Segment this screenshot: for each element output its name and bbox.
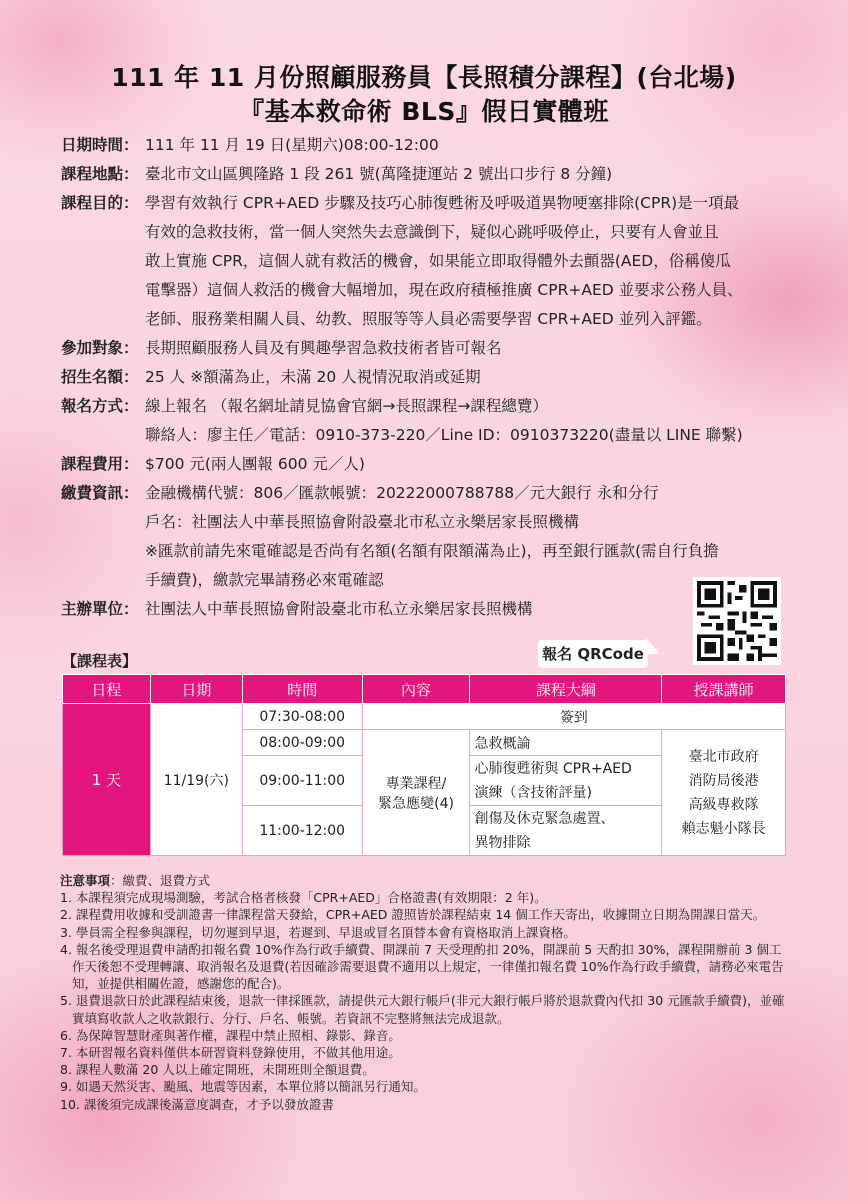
table-header-row [63, 675, 786, 704]
notes-title: 注意事項：繳費、退費方式 [60, 873, 211, 888]
note-item: 1. 本課程須完成現場測驗，考試合格者核發「CPR+AED」合格證書(有效期限：2 年)。 [60, 890, 547, 906]
fee-value: $700 元(兩人團報 600 元／人) [145, 455, 365, 473]
date-value: 111 年 11 月 19 日(星期六)08:00-12:00 [145, 136, 439, 154]
note-item: 10. 課後須完成課後滿意度調查，才予以發放證書 [60, 1096, 334, 1112]
cell-content: 專業課程/ 緊急應變(4) [362, 730, 470, 856]
cell-time: 07:30-08:00 [242, 704, 362, 730]
pay-note-2: 手續費)，繳款完畢請務必來電確認 [145, 571, 384, 589]
host-value: 社團法人中華長照協會附設臺北市私立永樂居家長照機構 [145, 600, 533, 618]
target-label: 參加對象： [61, 339, 139, 357]
note-item: 6. 為保障智慧財產與著作權，課程中禁止照相、錄影、錄音。 [60, 1027, 401, 1043]
note-item: 9. 如遇天然災害、颱風、地震等因素，本單位將以簡訊另行通知。 [60, 1079, 426, 1095]
purpose-line-1: 學習有效執行 CPR+AED 步驟及技巧心肺復甦術及呼吸道異物哽塞排除(CPR)是一項最 [145, 194, 740, 212]
purpose-line-5: 老師、服務業相關人員、幼教、照服等等人員必需要學習 CPR+AED 並列入評鑑。 [145, 310, 712, 328]
purpose-line-3: 敢上實施 CPR，這個人就有救活的機會，如果能立即取得體外去顫器(AED，俗稱傻瓜 [145, 252, 731, 270]
title-line-1: 111 年 11 月份照顧服務員【長照積分課程】(台北場) [111, 63, 737, 92]
place-value: 臺北市文山區興隆路 1 段 261 號(萬隆捷運站 2 號出口步行 8 分鐘) [145, 165, 613, 183]
cell-outline: 心肺復甦術與 CPR+AED 演練（含技術評量) [470, 756, 662, 806]
pay-value: 金融機構代號：806／匯款帳號：20222000788788／元大銀行 永和分行 [145, 484, 659, 502]
header-lecturer: 授課講師 [662, 675, 786, 704]
info-fee [61, 450, 801, 479]
purpose-label: 課程目的： [61, 194, 139, 212]
note-item: 3. 學員需全程參與課程，切勿遲到早退，若遲到、早退或冒名頂替本會有資格取消上課資格。 [60, 924, 576, 940]
cell-time: 11:00-12:00 [242, 806, 362, 856]
info-target [61, 334, 801, 363]
schedule-label: 【課程表】 [62, 652, 138, 670]
cell-time: 08:00-09:00 [242, 730, 362, 756]
host-label: 主辦單位： [61, 600, 139, 618]
qr-code-label: 報名 QRCode [538, 640, 648, 668]
info-place [61, 160, 801, 189]
target-value: 長期照顧服務人員及有興趣學習急救技術者皆可報名 [145, 339, 502, 357]
fee-label: 課程費用： [61, 455, 139, 473]
cell-date: 11/19(六) [150, 704, 242, 856]
signup-contact: 聯絡人：廖主任／電話：0910-373-220／Line ID：0910373220(盡量以 LINE 聯繫) [145, 426, 743, 444]
cell-signin: 簽到 [362, 704, 785, 730]
course-info [61, 131, 801, 624]
header-time: 時間 [242, 675, 362, 704]
note-item: 8. 課程人數滿 20 人以上確定開班，未開班則全額退費。 [60, 1062, 375, 1078]
note-item: 7. 本研習報名資料僅供本研習資料登錄使用，不做其他用途。 [60, 1045, 401, 1061]
header-date: 日期 [150, 675, 242, 704]
schedule-table [62, 674, 786, 856]
cell-outline: 急救概論 [470, 730, 662, 756]
info-host [61, 595, 801, 624]
pay-note-1: ※匯款前請先來電確認是否尚有名額(名額有限額滿為止)，再至銀行匯款(需自行負擔 [145, 542, 719, 560]
note-item: 4. 報名後受理退費申請酌扣報名費 10%作為行政手續費、開課前 7 天受理酌扣 20%，開課前 5 天酌扣 30%，課程開辦前 3 個工作天後恕不受理轉讓、取消報名及退費(若因確診需要退費不適用以上規定，一律僅扣報名費 10%作為行政手續費，請務必來電告知，並提供相關佐證，感謝您的配合)。 [60, 941, 784, 992]
pay-label: 繳費資訊： [61, 484, 139, 502]
header-outline: 課程大綱 [470, 675, 662, 704]
cell-lecturer: 臺北市政府 消防局後港 高級專救隊 賴志魁小隊長 [662, 730, 786, 856]
info-quota [61, 363, 801, 392]
notes [60, 872, 790, 1113]
cell-time: 09:00-11:00 [242, 756, 362, 806]
cell-day: 1 天 [63, 704, 151, 856]
signup-label: 報名方式： [61, 397, 139, 415]
table-row [63, 704, 786, 730]
info-pay [61, 479, 801, 508]
place-label: 課程地點： [61, 165, 139, 183]
date-label: 日期時間： [61, 136, 139, 154]
info-signup [61, 392, 801, 421]
pay-account-name: 戶名：社團法人中華長照協會附設臺北市私立永樂居家長照機構 [145, 513, 580, 531]
quota-value: 25 人 ※額滿為止，未滿 20 人視情況取消或延期 [145, 368, 481, 386]
purpose-line-2: 有效的急救技術，當一個人突然失去意識倒下，疑似心跳呼吸停止，只要有人會並且 [145, 223, 719, 241]
header-content: 內容 [362, 675, 470, 704]
signup-value: 線上報名 （報名網址請見協會官網→長照課程→課程總覽） [145, 397, 548, 415]
note-item: 2. 課程費用收據和受訓證書一律課程當天發給，CPR+AED 證照皆於課程結束 14 個工作天寄出，收據開立日期為開課日當天。 [60, 907, 766, 923]
title-line-2: 『基本救命術 BLS』假日實體班 [239, 97, 609, 126]
quota-label: 招生名額： [61, 368, 139, 386]
header-day: 日程 [63, 675, 151, 704]
qr-code-icon [697, 581, 777, 661]
info-purpose [61, 189, 801, 218]
cell-outline: 創傷及休克緊急處置、 異物排除 [470, 806, 662, 856]
note-item: 5. 退費退款日於此課程結束後，退款一律採匯款，請提供元大銀行帳戶(非元大銀行帳戶將於退款費內代扣 30 元匯款手續費)，並確實填寫收款人之收款銀行、分行、戶名、帳號。若資訊不完整將無法完成退款。 [60, 993, 785, 1026]
purpose-line-4: 電擊器）這個人救活的機會大幅增加，現在政府積極推廣 CPR+AED 並要求公務人員、 [145, 281, 743, 299]
signup-qr-code[interactable] [693, 577, 781, 665]
info-date [61, 131, 801, 160]
